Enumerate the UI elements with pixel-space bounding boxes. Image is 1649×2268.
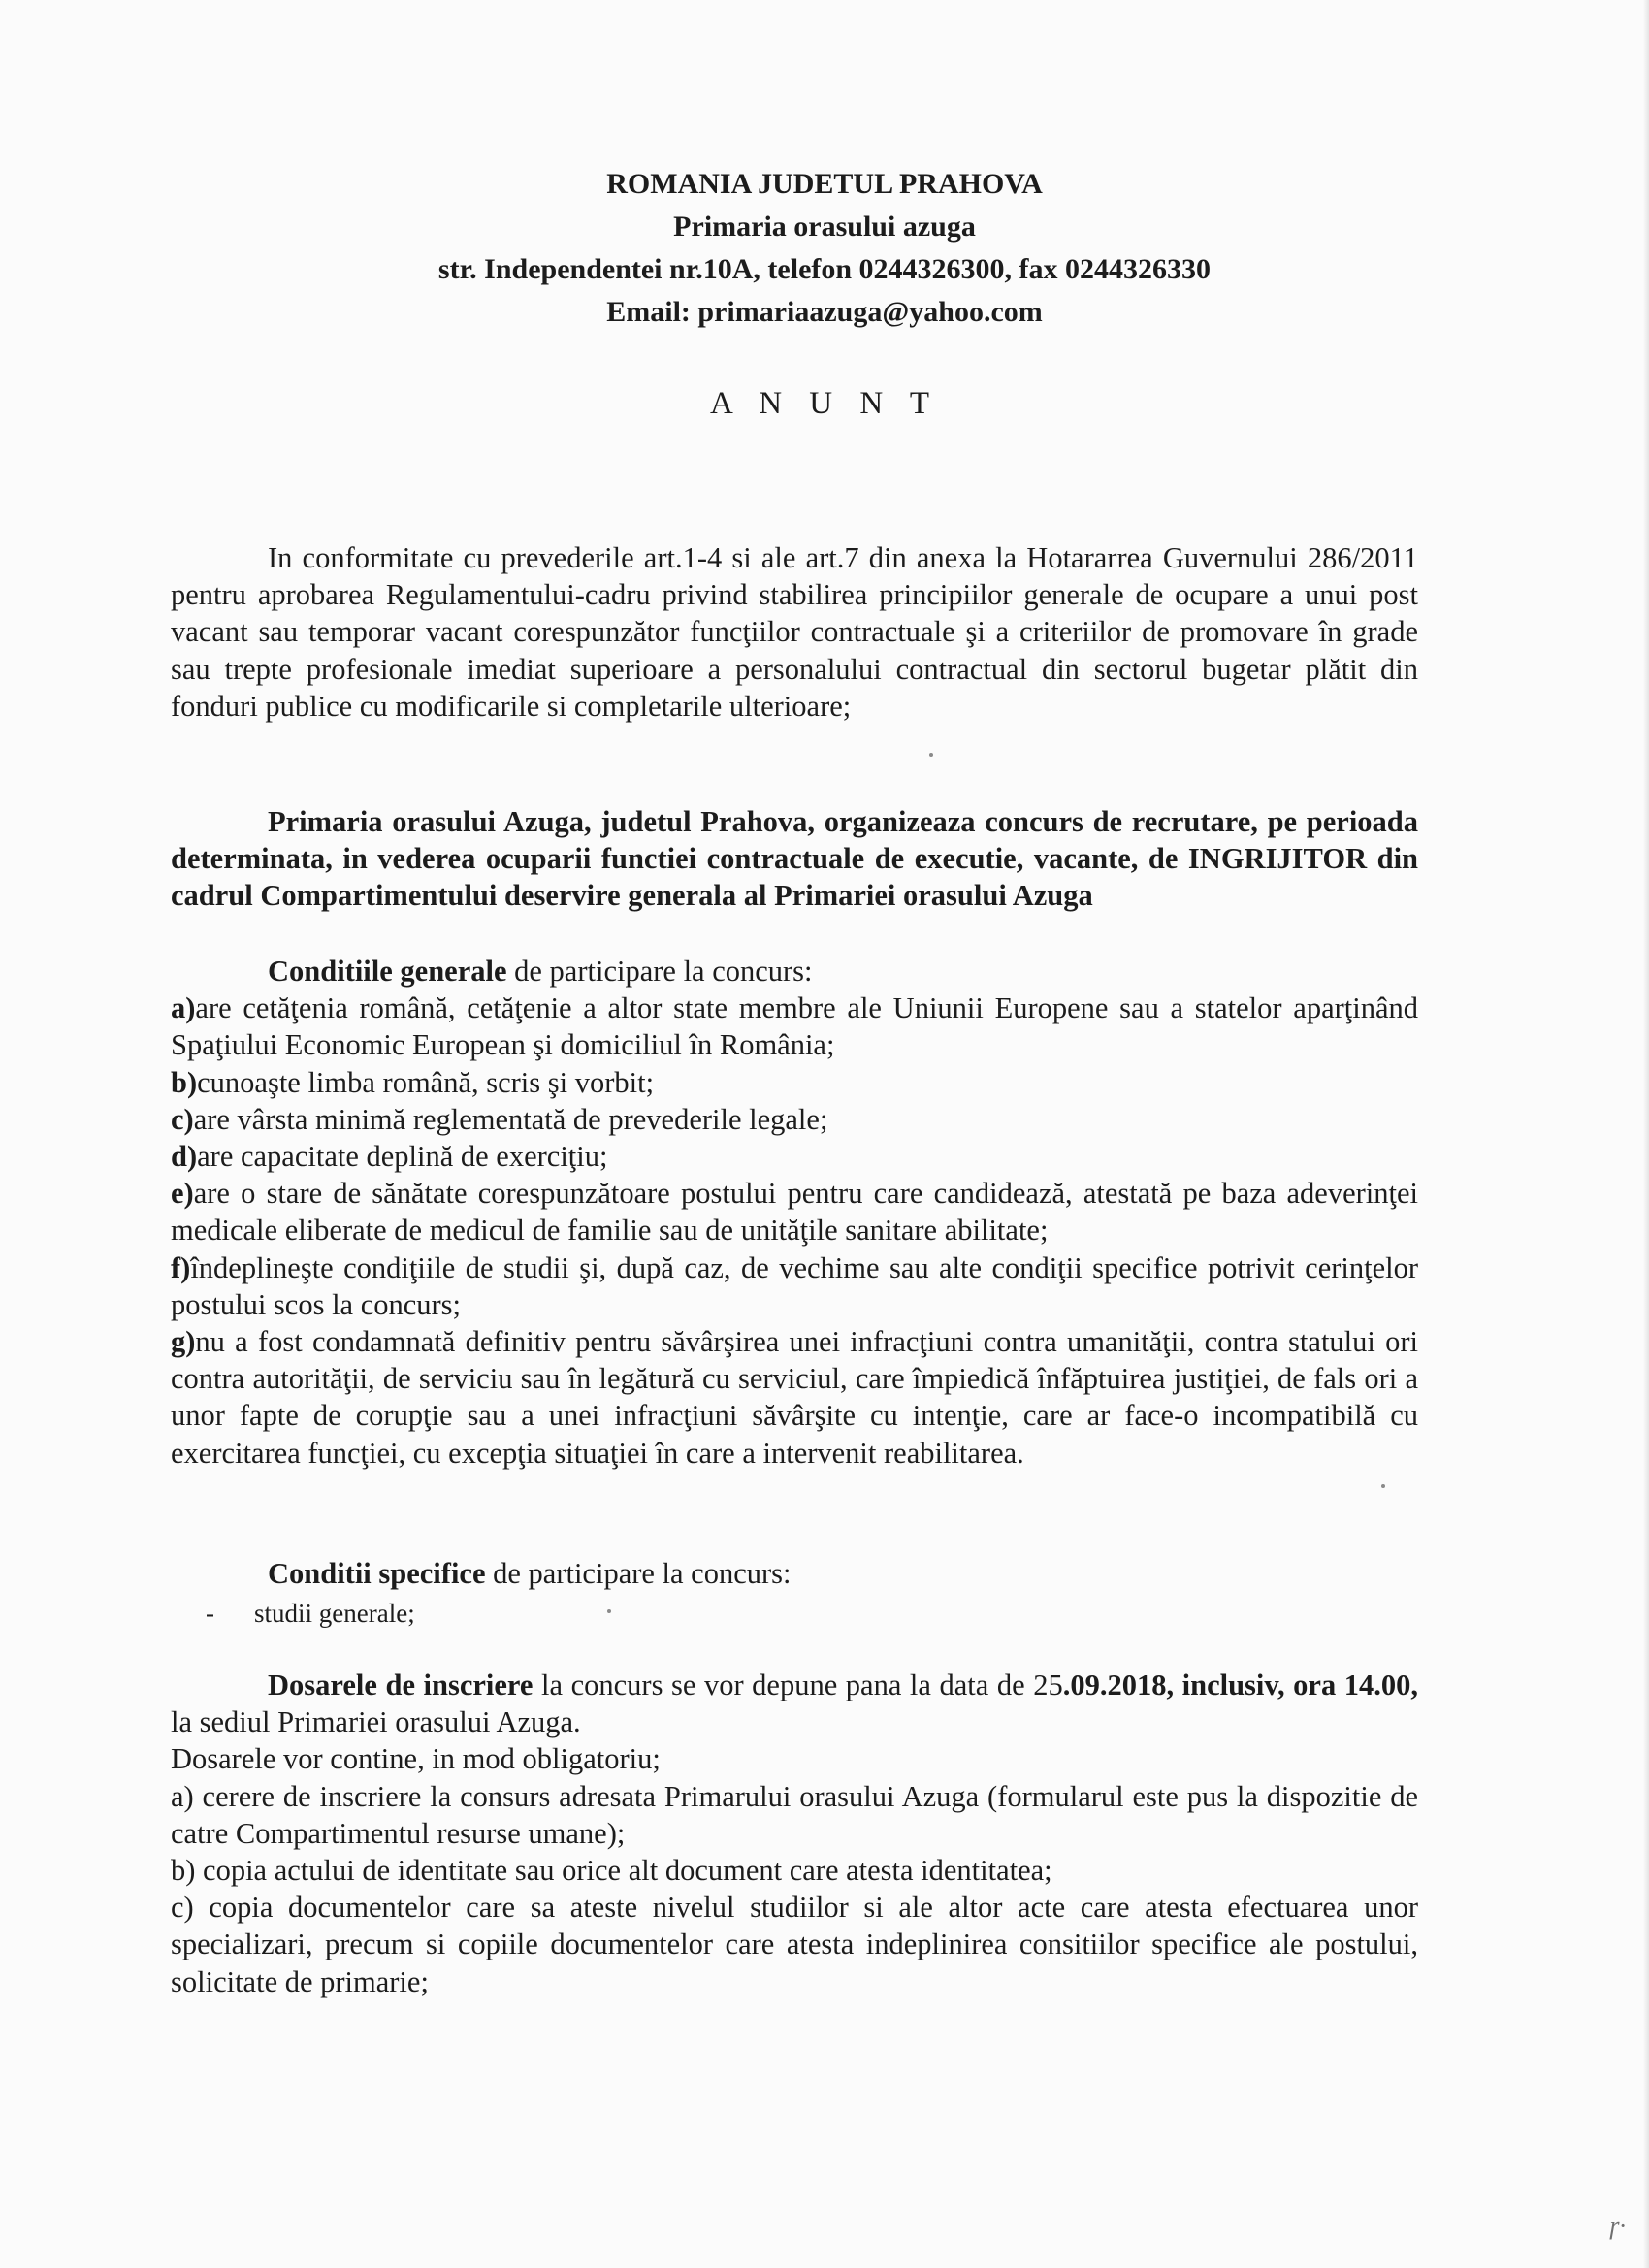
scan-mark: ɼ· (1609, 2212, 1626, 2240)
list-item: - studii generale; (171, 1596, 1418, 1631)
dossiers-deadline: Dosarele de inscriere la concurs se vor depune pana la data de 25.09.2018, inclusiv, ora 14.00, la sediul Primariei orasului Azuga. (171, 1669, 1418, 1739)
list-item: d)are capacitate deplină de exerciţiu; (171, 1140, 608, 1174)
specific-conditions-heading-rest: de participare la concurs: (485, 1557, 792, 1590)
general-conditions-heading-rest: de participare la concurs: (506, 955, 813, 988)
scan-edge (1643, 0, 1649, 2268)
document-header (0, 163, 1649, 334)
header-address: str. Independentei nr.10A, telefon 0244326300, fax 0244326330 (437, 253, 1212, 285)
organization-paragraph (171, 803, 1418, 915)
general-conditions-heading-bold: Conditiile generale (268, 955, 507, 988)
scan-speck (929, 753, 933, 757)
list-item: c) copia documentelor care sa ateste nivelul studiilor si ale altor acte care atesta efectuarea unor specializari, precum si copiile documentelor care atesta indeplinirea consitiilor specifice ale postului, solicitate de primarie; (171, 1891, 1418, 1998)
list-item: b) copia actului de identitate sau orice alt document care atesta identitatea; (171, 1854, 1052, 1888)
specific-conditions-heading (171, 1555, 1418, 1592)
dossiers-section (171, 1667, 1418, 2000)
list-item: a)are cetăţenia română, cetăţenie a altor state membre ale Uniunii Europene sau a statelor aparţinând Spaţiului Economic European şi domiciliul în România; (171, 991, 1418, 1062)
list-item: a) cerere de inscriere la consurs adresata Primarului orasului Azuga (formularul este pus la dispozitie de catre Compartimentul resurse umane); (171, 1779, 1418, 1850)
header-email: Email: primariaazuga@yahoo.com (606, 296, 1043, 328)
scan-speck (607, 1609, 611, 1613)
organization-text: Primaria orasului Azuga, judetul Prahova, organizeaza concurs de recrutare, pe perioada determinata, in vederea ocuparii functiei contractuale de executie, vacante, de INGRIJITOR din cadrul Compartimentului deservire generala al Primariei orasului Azuga (171, 805, 1418, 913)
specific-conditions-section (171, 1555, 1418, 1631)
list-item: c)are vârsta minimă reglementată de prevederile legale; (171, 1102, 828, 1136)
list-item: e)are o stare de sănătate corespunzătoare postului pentru care candidează, atestată pe baza adeverinţei medicale eliberate de medicul de familie sau de unităţile sanitare abilitate; (171, 1177, 1418, 1247)
document-title: A N U N T (709, 386, 940, 421)
scan-speck (1381, 1484, 1385, 1488)
header-institution: Primaria orasului azuga (673, 211, 976, 243)
list-item: g)nu a fost condamnată definitiv pentru săvârşirea unei infracţiuni contra umanităţii, contra statului ori contra autorităţii, de serviciu sau în legătură cu serviciul, care împiedică înfăptuirea justiţiei, de fals ori a unor fapte de corupţie sau a unei infracţiuni săvârşite cu intenţie, care ar face-o incompatibilă cu exercitarea funcţiei, cu excepţia situaţiei în care a intervenit reabilitarea. (171, 1325, 1418, 1470)
intro-paragraph (171, 539, 1418, 725)
intro-text: In conformitate cu prevederile art.1-4 si ale art.7 din anexa la Hotararrea Guvernului 286/2011 pentru aprobarea Regulamentului-cadru privind stabilirea principiilor generale de ocupare a unui post vacant sau temporar vacant corespunzător funcţiilor contractuale şi a criteriilor de promovare în grade sau trepte profesionale imediat superioare a personalului contractual din sectorul bugetar plătit din fonduri publice cu modificarile si completarile ulterioare; (171, 541, 1418, 723)
dossiers-intro: Dosarele vor contine, in mod obligatoriu; (171, 1742, 661, 1776)
general-conditions-section (171, 953, 1418, 1472)
general-conditions-heading (171, 953, 1418, 989)
specific-conditions-heading-bold: Conditii specifice (268, 1557, 486, 1590)
header-country-county: ROMANIA JUDETUL PRAHOVA (606, 168, 1043, 200)
list-item: b)cunoaşte limba română, scris şi vorbit; (171, 1065, 655, 1099)
list-item: f)îndeplineşte condiţiile de studii şi, după caz, de vechime sau alte condiţii specifice potrivit cerinţelor postului scos la concurs; (171, 1250, 1418, 1321)
bullet-dash: - (206, 1599, 214, 1629)
